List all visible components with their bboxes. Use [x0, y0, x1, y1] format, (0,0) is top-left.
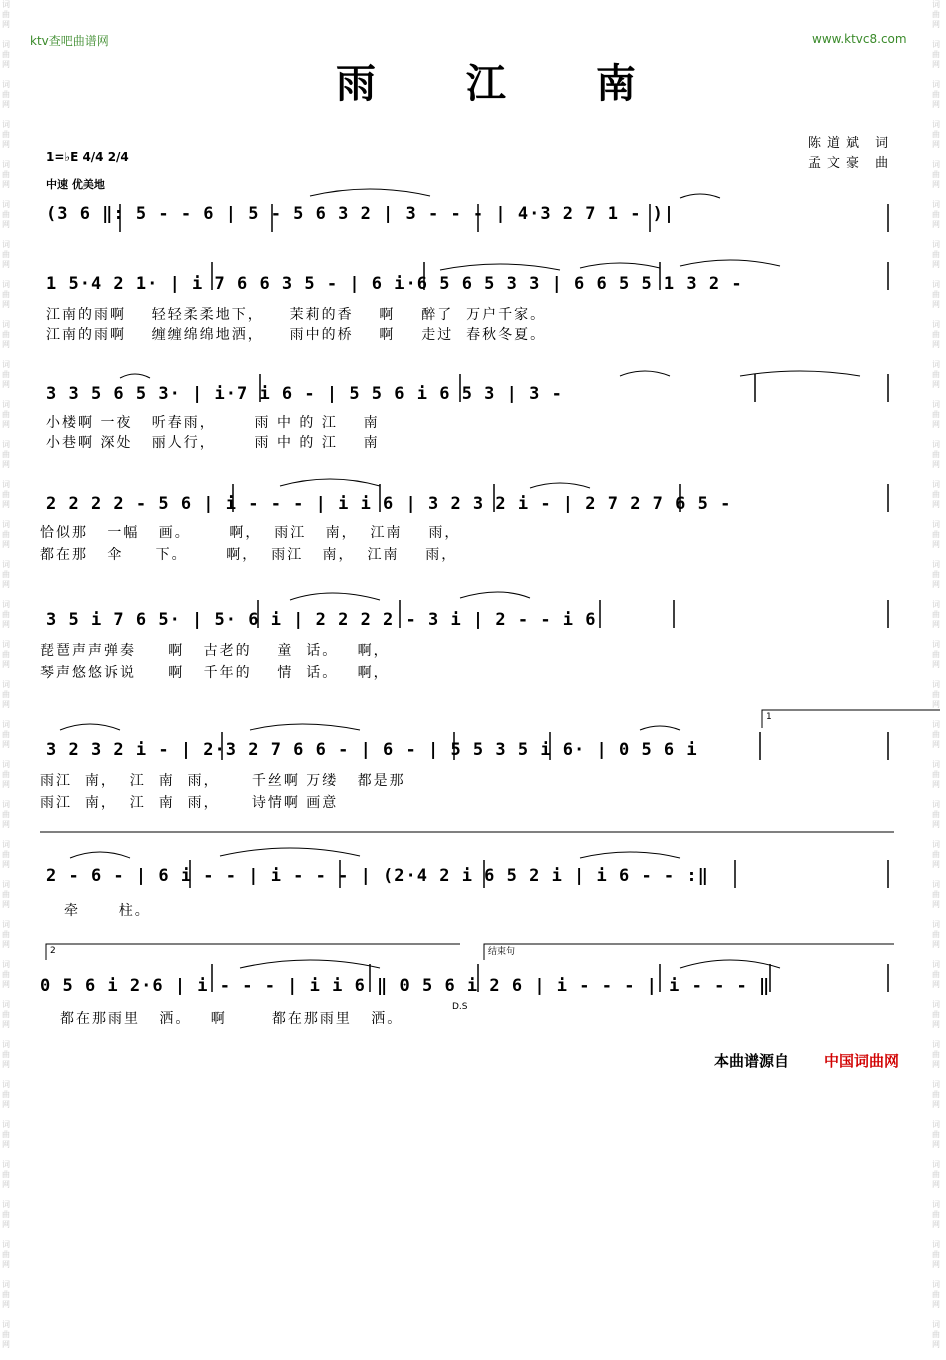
lyric-row-6-verse-2: 雨江 南， 江 南 雨， 诗情啊 画意: [40, 795, 339, 811]
slur: [440, 264, 560, 270]
watermark-left: 词 曲 网 词 曲 网 词 曲 网 词 曲 网 词 曲 网 词 曲 网 词 曲 网 词 曲 网 词 曲 网 词 曲 网 词 曲 网 词 曲 网 词 曲 网 词 曲 网 词 曲 网 词 曲 网 词 曲 网 词 曲 网 词 曲 网 词 曲 网 词 曲 网 词 曲 网 词 曲 网 词 曲 网 词 曲 网 词 曲 网 词 曲 网 词 曲 网 词 曲 网 词 曲 网 词 曲 网 词 曲 网 词 曲 网 词 曲 网: [2, 0, 10, 1349]
slur: [580, 852, 680, 858]
lyricist-credit: 陈道斌 词: [808, 136, 895, 151]
slur: [280, 479, 380, 486]
notation-row-1: (3 6 ‖: 5 - - 6 | 5 - 5 6 3 2 | 3 - - - | 4·3 2 7 1 - )|: [46, 204, 676, 224]
notation-row-3: 3 3 5 6 5 3· | i·7 i 6 - | 5 5 6 i 6 5 3 | 3 -: [46, 384, 563, 404]
slur: [70, 852, 130, 858]
bar-lines: [120, 204, 888, 992]
slur: [120, 374, 150, 378]
lyric-row-6-verse-1: 雨江 南， 江 南 雨， 千丝啊 万缕 都是那: [40, 773, 406, 789]
notation-row-6: 3 2 3 2 i - | 2·3 2 7 6 6 - | 6 - | 5 5 3 5 i 6· | 0 5 6 i: [46, 740, 698, 760]
notation-row-4: 2 2 2 2 - 5 6 | i - - - | i i 6 | 3 2 3 2 i - | 2 7 2 7 6 5 -: [46, 494, 732, 514]
slur: [640, 726, 680, 730]
volta-1-label: 1: [766, 712, 772, 722]
slur: [680, 260, 780, 266]
slur: [460, 592, 530, 598]
lyric-row-7: 牵 柱。: [64, 903, 151, 919]
volta-1-bracket: [762, 710, 940, 728]
slur: [680, 960, 780, 968]
volta-2-bracket: [46, 944, 460, 960]
composer-credit: 孟文豪 曲: [808, 156, 895, 171]
right-site-label[interactable]: www.ktvc8.com: [812, 32, 907, 46]
ending-label: 结束句: [488, 947, 516, 957]
volta-2-label: 2: [50, 946, 56, 956]
ending-bracket: [484, 944, 894, 960]
tempo-marking: 中速 优美地: [46, 178, 105, 191]
slur: [310, 189, 430, 196]
lyric-row-3-verse-1: 小楼啊 一夜 听春雨， 雨 中 的 江 南: [46, 415, 380, 431]
lyric-row-2-verse-2: 江南的雨啊 缠缠绵绵地洒， 雨中的桥 啊 走过 春秋冬夏。: [46, 327, 547, 343]
notation-row-5: 3 5 i 7 6 5· | 5· 6 i | 2 2 2 2 - 3 i | 2 - - i 6: [46, 610, 597, 630]
lyric-row-2-verse-1: 江南的雨啊 轻轻柔柔地下， 茉莉的香 啊 醉了 万户千家。: [46, 307, 547, 323]
slur: [580, 263, 660, 268]
slur: [290, 593, 380, 600]
slur: [250, 724, 360, 730]
lyric-row-4-verse-1: 恰似那 一幅 画。 啊， 雨江 南， 江南 雨，: [40, 525, 461, 541]
notation-row-8: 0 5 6 i 2·6 | i - - - | i i 6 ‖ 0 5 6 i 2 6 | i - - - | i - - - ‖: [40, 976, 771, 996]
ds-label: D.S: [452, 1002, 468, 1012]
lyric-row-5-verse-1: 琵琶声声弹奏 啊 古老的 童 话。 啊，: [40, 643, 390, 659]
slur: [240, 960, 380, 968]
footer-source-site[interactable]: 中国词曲网: [824, 1052, 900, 1070]
slur: [680, 194, 720, 198]
slur: [220, 848, 360, 856]
lyric-row-5-verse-2: 琴声悠悠诉说 啊 千年的 情 话。 啊，: [40, 665, 390, 681]
key-signature: 1=♭E 4/4 2/4: [46, 150, 129, 164]
footer-source-label: 本曲谱源自: [714, 1052, 790, 1070]
lyric-row-4-verse-2: 都在那 伞 下。 啊， 雨江 南， 江南 雨，: [40, 547, 458, 563]
watermark-right: 词 曲 网 词 曲 网 词 曲 网 词 曲 网 词 曲 网 词 曲 网 词 曲 网 词 曲 网 词 曲 网 词 曲 网 词 曲 网 词 曲 网 词 曲 网 词 曲 网 词 曲 网 词 曲 网 词 曲 网 词 曲 网 词 曲 网 词 曲 网 词 曲 网 词 曲 网 词 曲 网 词 曲 网 词 曲 网 词 曲 网 词 曲 网 词 曲 网 词 曲 网 词 曲 网 词 曲 网 词 曲 网 词 曲 网 词 曲 网: [932, 0, 940, 1349]
notation-row-7: 2 - 6 - | 6 i - - | i - - - | (2·4 2 i 6 5 2 i | i 6 - - :‖: [46, 866, 709, 886]
lyric-row-3-verse-2: 小巷啊 深处 丽人行， 雨 中 的 江 南: [46, 435, 380, 451]
slur: [530, 483, 590, 488]
slur: [620, 371, 670, 376]
notation-row-2: 1 5·4 2 1· | i 7 6 6 3 5 - | 6 i·6 5 6 5 3 3 | 6 6 5 5 1 3 2 -: [46, 274, 743, 294]
slur: [60, 724, 120, 730]
page-title: 雨 江 南: [336, 60, 674, 107]
slur: [740, 371, 860, 376]
left-site-label[interactable]: ktv查吧曲谱网: [30, 34, 109, 48]
lyric-row-8: 都在那雨里 洒。 啊 都在那雨里 洒。: [60, 1011, 404, 1027]
